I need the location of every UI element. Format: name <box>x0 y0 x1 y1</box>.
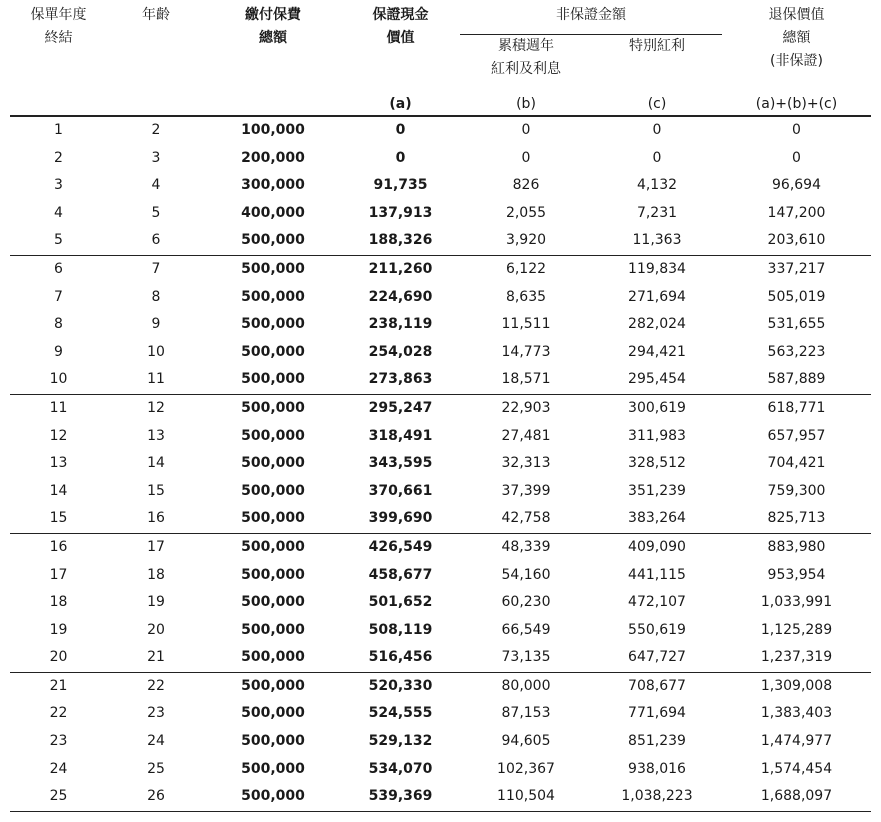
table-header <box>10 4 871 116</box>
cell-total-premium: 500,000 <box>205 644 341 672</box>
cell-age: 17 <box>147 538 165 555</box>
cell-guaranteed-cash-value: 0 <box>395 122 406 138</box>
table-row <box>10 533 871 561</box>
cell-special-bonus: 708,677 <box>628 677 686 694</box>
cell-special-bonus: 328,512 <box>628 455 686 472</box>
cell-age: 12 <box>147 399 165 416</box>
cell-age: 4 <box>151 177 161 194</box>
header-non-guaranteed: 非保證金額 <box>460 4 722 34</box>
table-row <box>10 366 871 394</box>
cell-age: 2 <box>151 122 161 138</box>
cell-accumulated-bonus: 3,920 <box>460 227 592 255</box>
table-row <box>10 227 871 255</box>
table-row <box>10 783 871 811</box>
cell-age: 19 <box>147 594 165 611</box>
cell-total-premium: 500,000 <box>241 705 305 722</box>
cell-age: 24 <box>147 733 165 750</box>
cell-policy-year: 23 <box>49 733 68 750</box>
cell-surrender-value: 337,217 <box>767 260 826 277</box>
cell-surrender-value: 1,383,403 <box>760 705 833 722</box>
cell-special-bonus: 271,694 <box>628 288 686 305</box>
cell-special-bonus: 647,727 <box>592 644 722 672</box>
cell-special-bonus: 383,264 <box>592 505 722 533</box>
cell-age: 25 <box>147 760 165 777</box>
cell-policy-year: 18 <box>49 594 68 611</box>
cell-total-premium: 200,000 <box>241 149 305 166</box>
cell-guaranteed-cash-value: 0 <box>395 149 406 166</box>
cell-surrender-value: 704,421 <box>767 455 826 472</box>
cell-accumulated-bonus: 32,313 <box>501 455 551 472</box>
cell-accumulated-bonus: 66,549 <box>501 621 551 638</box>
cell-policy-year: 20 <box>10 644 107 672</box>
cell-special-bonus: 938,016 <box>628 760 686 777</box>
cell-special-bonus: 119,834 <box>628 260 686 277</box>
cell-total-premium: 500,000 <box>241 343 305 360</box>
cell-accumulated-bonus: 48,339 <box>501 538 551 555</box>
cell-total-premium: 500,000 <box>205 505 341 533</box>
cell-total-premium: 500,000 <box>205 227 341 255</box>
cell-age: 10 <box>147 343 165 360</box>
cell-accumulated-bonus: 22,903 <box>501 399 551 416</box>
cell-policy-year: 17 <box>49 566 68 583</box>
cell-special-bonus: 472,107 <box>628 594 686 611</box>
cell-guaranteed-cash-value: 318,491 <box>368 427 433 444</box>
cell-total-premium: 500,000 <box>241 594 305 611</box>
cell-guaranteed-cash-value: 426,549 <box>368 538 433 555</box>
cell-age: 16 <box>107 505 205 533</box>
cell-policy-year: 9 <box>54 343 63 360</box>
cell-guaranteed-cash-value: 188,326 <box>341 227 460 255</box>
cell-accumulated-bonus: 73,135 <box>460 644 592 672</box>
cell-guaranteed-cash-value: 295,247 <box>368 399 433 416</box>
header-label-b: (b) <box>460 90 592 116</box>
cell-total-premium: 400,000 <box>241 204 305 221</box>
cell-guaranteed-cash-value: 238,119 <box>368 316 433 333</box>
cell-age: 18 <box>147 566 165 583</box>
cell-policy-year: 22 <box>49 705 68 722</box>
cell-guaranteed-cash-value: 501,652 <box>368 594 433 611</box>
table-row <box>10 450 871 478</box>
table-row <box>10 756 871 784</box>
table-row <box>10 617 871 645</box>
cell-surrender-value: 0 <box>792 122 801 138</box>
table-row <box>10 145 871 173</box>
cell-guaranteed-cash-value: 224,690 <box>368 288 433 305</box>
cell-guaranteed-cash-value: 91,735 <box>373 177 428 194</box>
cell-accumulated-bonus: 11,511 <box>501 316 551 333</box>
cell-surrender-value: 96,694 <box>772 177 821 194</box>
cell-accumulated-bonus: 18,571 <box>460 366 592 394</box>
table-row <box>10 339 871 367</box>
table-row <box>10 423 871 451</box>
cell-total-premium: 500,000 <box>241 455 305 472</box>
table-body <box>10 116 871 811</box>
cell-accumulated-bonus: 6,122 <box>505 260 547 277</box>
cell-age: 13 <box>147 427 165 444</box>
cell-age: 14 <box>147 455 165 472</box>
cell-surrender-value: 657,957 <box>767 427 826 444</box>
cell-surrender-value: 759,300 <box>767 482 826 499</box>
cell-guaranteed-cash-value: 534,070 <box>368 760 433 777</box>
cell-total-premium: 500,000 <box>205 783 341 811</box>
cell-surrender-value: 505,019 <box>767 288 826 305</box>
cell-accumulated-bonus: 60,230 <box>501 594 551 611</box>
cell-total-premium: 500,000 <box>205 366 341 394</box>
cell-special-bonus: 4,132 <box>636 177 678 194</box>
cell-surrender-value: 1,125,289 <box>760 621 833 638</box>
header-label-empty <box>205 90 341 116</box>
cell-special-bonus: 851,239 <box>628 733 686 750</box>
cell-guaranteed-cash-value: 524,555 <box>368 705 433 722</box>
cell-total-premium: 500,000 <box>241 760 305 777</box>
cell-guaranteed-cash-value: 343,595 <box>368 455 433 472</box>
cell-age: 5 <box>151 204 161 221</box>
cell-guaranteed-cash-value: 370,661 <box>368 482 433 499</box>
cell-total-premium: 100,000 <box>241 122 305 138</box>
table-row <box>10 478 871 506</box>
cell-policy-year: 11 <box>49 399 68 416</box>
table-row <box>10 672 871 700</box>
cell-guaranteed-cash-value: 399,690 <box>341 505 460 533</box>
header-special-bonus: 特別紅利 <box>629 37 685 54</box>
cell-surrender-value: 883,980 <box>767 538 826 555</box>
cell-special-bonus: 7,231 <box>636 204 678 221</box>
cell-accumulated-bonus: 0 <box>521 149 531 166</box>
policy-value-table <box>10 4 871 812</box>
cell-accumulated-bonus: 54,160 <box>501 566 551 583</box>
cell-total-premium: 300,000 <box>241 177 305 194</box>
cell-guaranteed-cash-value: 529,132 <box>368 733 433 750</box>
cell-surrender-value: 825,713 <box>722 505 871 533</box>
cell-guaranteed-cash-value: 458,677 <box>368 566 433 583</box>
cell-total-premium: 500,000 <box>241 621 305 638</box>
header-label-empty <box>107 90 205 116</box>
cell-guaranteed-cash-value: 273,863 <box>341 366 460 394</box>
cell-total-premium: 500,000 <box>241 482 305 499</box>
cell-policy-year: 12 <box>49 427 68 444</box>
cell-surrender-value: 1,237,319 <box>722 644 871 672</box>
cell-guaranteed-cash-value: 520,330 <box>368 677 433 694</box>
cell-special-bonus: 351,239 <box>628 482 686 499</box>
cell-age: 21 <box>107 644 205 672</box>
cell-guaranteed-cash-value: 211,260 <box>368 260 433 277</box>
header-label-c: (c) <box>592 90 722 116</box>
cell-age: 7 <box>151 260 161 277</box>
cell-surrender-value: 563,223 <box>767 343 826 360</box>
cell-guaranteed-cash-value: 137,913 <box>368 204 433 221</box>
cell-surrender-value: 618,771 <box>767 399 826 416</box>
cell-accumulated-bonus: 14,773 <box>501 343 551 360</box>
cell-total-premium: 500,000 <box>241 260 305 277</box>
cell-surrender-value: 531,655 <box>767 316 826 333</box>
cell-accumulated-bonus: 27,481 <box>501 427 551 444</box>
cell-surrender-value: 1,309,008 <box>760 677 833 694</box>
cell-special-bonus: 11,363 <box>592 227 722 255</box>
cell-accumulated-bonus: 8,635 <box>505 288 547 305</box>
header-guaranteed-cash-value: 保證現金 價值 <box>372 7 429 46</box>
cell-policy-year: 4 <box>54 204 63 221</box>
header-age: 年齡 <box>142 7 170 23</box>
table-row <box>10 284 871 312</box>
cell-accumulated-bonus: 2,055 <box>505 204 547 221</box>
cell-special-bonus: 295,454 <box>592 366 722 394</box>
cell-policy-year: 10 <box>10 366 107 394</box>
cell-guaranteed-cash-value: 516,456 <box>341 644 460 672</box>
table-row <box>10 200 871 228</box>
cell-policy-year: 13 <box>49 455 68 472</box>
cell-special-bonus: 311,983 <box>628 427 686 444</box>
cell-surrender-value: 0 <box>792 149 801 166</box>
cell-surrender-value: 1,033,991 <box>760 594 833 611</box>
cell-age: 9 <box>151 316 161 333</box>
table-row <box>10 172 871 200</box>
table-row <box>10 311 871 339</box>
cell-surrender-value: 1,574,454 <box>760 760 833 777</box>
cell-accumulated-bonus: 37,399 <box>501 482 551 499</box>
cell-total-premium: 500,000 <box>241 399 305 416</box>
cell-age: 26 <box>107 783 205 811</box>
table-row <box>10 700 871 728</box>
header-label-empty <box>10 90 107 116</box>
cell-age: 15 <box>147 482 165 499</box>
cell-special-bonus: 1,038,223 <box>592 783 722 811</box>
cell-guaranteed-cash-value: 254,028 <box>368 343 433 360</box>
cell-policy-year: 8 <box>54 316 63 333</box>
cell-special-bonus: 771,694 <box>628 705 686 722</box>
cell-age: 11 <box>107 366 205 394</box>
cell-age: 6 <box>107 227 205 255</box>
cell-special-bonus: 282,024 <box>628 316 686 333</box>
cell-policy-year: 15 <box>10 505 107 533</box>
cell-policy-year: 14 <box>49 482 68 499</box>
cell-accumulated-bonus: 826 <box>512 177 540 194</box>
cell-surrender-value: 1,688,097 <box>722 783 871 811</box>
cell-total-premium: 500,000 <box>241 427 305 444</box>
header-policy-year-end: 保單年度 終結 <box>30 7 87 46</box>
cell-surrender-value: 953,954 <box>767 566 826 583</box>
table-row <box>10 394 871 422</box>
cell-age: 8 <box>151 288 161 305</box>
cell-total-premium: 500,000 <box>241 733 305 750</box>
cell-special-bonus: 441,115 <box>628 566 686 583</box>
cell-special-bonus: 409,090 <box>628 538 686 555</box>
cell-policy-year: 24 <box>49 760 68 777</box>
cell-total-premium: 500,000 <box>241 316 305 333</box>
cell-age: 20 <box>147 621 165 638</box>
header-label-total: (a)+(b)+(c) <box>722 90 871 116</box>
cell-accumulated-bonus: 0 <box>521 122 531 138</box>
cell-policy-year: 21 <box>49 677 68 694</box>
cell-age: 3 <box>151 149 161 166</box>
cell-accumulated-bonus: 87,153 <box>501 705 551 722</box>
cell-policy-year: 3 <box>54 177 63 194</box>
cell-special-bonus: 0 <box>652 149 662 166</box>
cell-surrender-value: 587,889 <box>722 366 871 394</box>
cell-surrender-value: 1,474,977 <box>760 733 833 750</box>
cell-policy-year: 5 <box>10 227 107 255</box>
cell-total-premium: 500,000 <box>241 677 305 694</box>
header-surrender-value: 退保價值 總額 (非保證) <box>768 7 825 69</box>
cell-policy-year: 25 <box>10 783 107 811</box>
cell-total-premium: 500,000 <box>241 566 305 583</box>
cell-accumulated-bonus: 110,504 <box>460 783 592 811</box>
cell-total-premium: 500,000 <box>241 288 305 305</box>
header-label-a: (a) <box>341 90 460 116</box>
cell-policy-year: 6 <box>54 260 63 277</box>
cell-guaranteed-cash-value: 508,119 <box>368 621 433 638</box>
cell-accumulated-bonus: 94,605 <box>501 733 551 750</box>
table-row <box>10 505 871 533</box>
table-row <box>10 562 871 590</box>
cell-policy-year: 1 <box>54 122 63 138</box>
cell-surrender-value: 203,610 <box>722 227 871 255</box>
header-total-premium: 繳付保費 總額 <box>245 7 301 46</box>
cell-special-bonus: 550,619 <box>628 621 686 638</box>
cell-policy-year: 16 <box>49 538 68 555</box>
cell-special-bonus: 294,421 <box>628 343 686 360</box>
cell-policy-year: 7 <box>54 288 63 305</box>
cell-accumulated-bonus: 80,000 <box>501 677 551 694</box>
cell-accumulated-bonus: 42,758 <box>460 505 592 533</box>
table-row <box>10 589 871 617</box>
cell-age: 23 <box>147 705 165 722</box>
cell-age: 22 <box>147 677 165 694</box>
cell-policy-year: 19 <box>49 621 68 638</box>
table-row <box>10 728 871 756</box>
table-row <box>10 644 871 672</box>
cell-total-premium: 500,000 <box>241 538 305 555</box>
cell-guaranteed-cash-value: 539,369 <box>341 783 460 811</box>
cell-special-bonus: 0 <box>652 122 662 138</box>
cell-policy-year: 2 <box>54 149 63 166</box>
cell-accumulated-bonus: 102,367 <box>497 760 555 777</box>
table-row <box>10 255 871 283</box>
header-accumulated-bonus: 累積週年 紅利及利息 <box>491 37 561 77</box>
table-row <box>10 116 871 145</box>
cell-special-bonus: 300,619 <box>628 399 686 416</box>
cell-surrender-value: 147,200 <box>767 204 826 221</box>
